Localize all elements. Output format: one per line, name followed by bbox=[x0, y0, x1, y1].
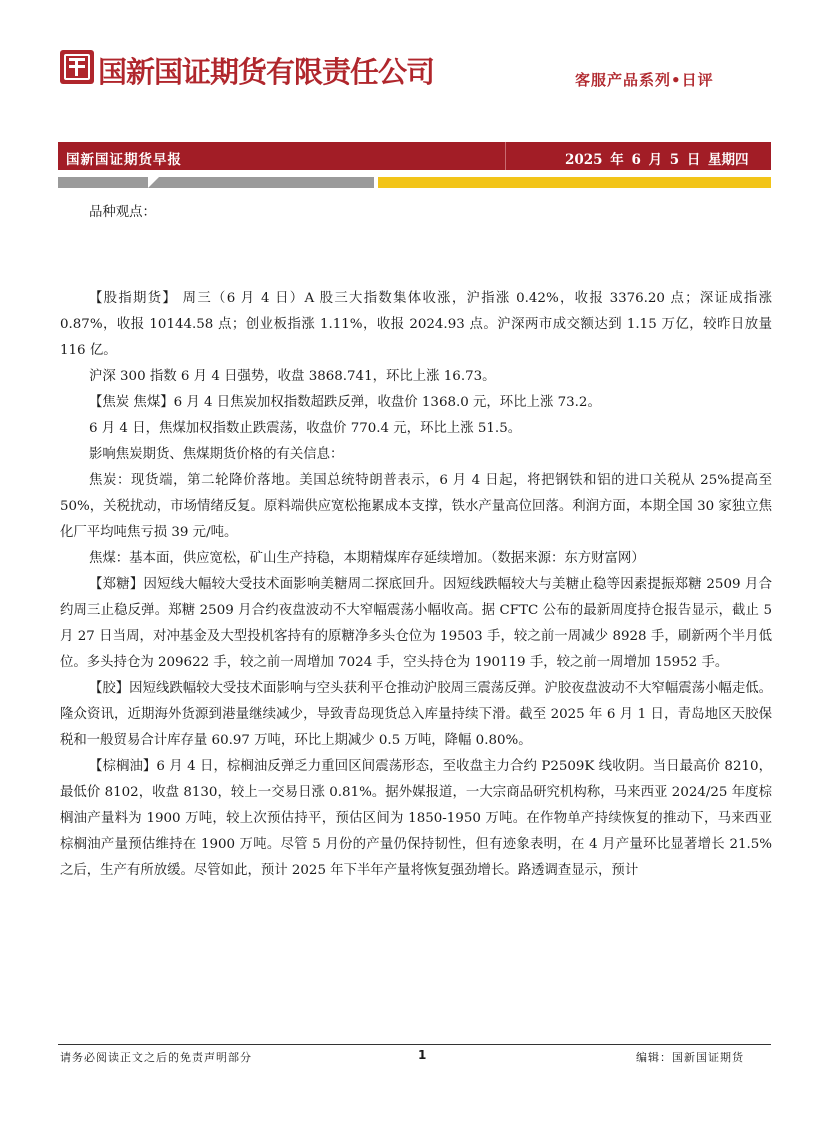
report-title: 国新国证期货早报 bbox=[66, 152, 182, 168]
paragraph-stock-index: 【股指期货】 周三（6 月 4 日）A 股三大指数集体收涨，沪指涨 0.42%，收报 3376.20 点；深证成指涨 0.87%，收报 10144.58 点；创业板指涨 1.11%，收报 2024.93 点。沪深两市成交额达到 1.15 万亿，较昨日放量 116 亿。 bbox=[60, 291, 772, 358]
paragraph-hs300: 沪深 300 指数 6 月 4 日强势，收盘 3868.741，环比上涨 16.73。 bbox=[89, 369, 496, 384]
series-label: 客服产品系列•日评 bbox=[575, 71, 714, 89]
header-divider bbox=[505, 142, 506, 170]
footer-rule bbox=[58, 1044, 771, 1045]
decorative-stripe-gray bbox=[58, 177, 374, 188]
paragraph-palm-oil: 【棕榈油】6 月 4 日，棕榈油反弹乏力重回区间震荡形态，至收盘主力合约 P2509K 线收阴。当日最高价 8210，最低价 8102，收盘 8130，较上一交易日涨 0.81%。据外媒报道，一大宗商品研究机构称，马来西亚 2024/25 年度棕榈油产量料为 1900 万吨，较上次预估持平，预估区间为 1850-1950 万吨。在作物单产持续恢复的推动下，马来西亚棕榈油产量预估维持在 1900 万吨。尽管 5 月份的产量仍保持韧性，但有迹象表明，在 4 月产量环比显著增长 21.5%之后，生产有所放缓。尽管如此，预计 2025 年下半年产量将恢复强劲增长。路透调查显示，预计 bbox=[60, 759, 772, 878]
paragraph-rubber: 【胶】因短线跌幅较大受技术面影响与空头获利平仓推动沪胶周三震荡反弹。沪胶夜盘波动不大窄幅震荡小幅走低。隆众资讯，近期海外货源到港量继续减少，导致青岛现货总入库量持续下滑。截至 2025 年 6 月 1 日，青岛地区天胶保税和一般贸易合计库存量 60.97 万吨，环比上期减少 0.5 万吨，降幅 0.80%。 bbox=[60, 681, 772, 748]
footer-disclaimer: 请务必阅读正文之后的免责声明部分 bbox=[60, 1051, 252, 1064]
paragraph-coke-info-heading: 影响焦炭期货、焦煤期货价格的有关信息： bbox=[89, 447, 344, 462]
company-name: 国新国证期货有限责任公司 bbox=[98, 55, 435, 89]
paragraph-coke-detail: 焦炭：现货端，第二轮降价落地。美国总统特朗普表示，6 月 4 日起，将把钢铁和铝的进口关税从 25%提高至 50%，关税扰动，市场情绪反复。原料端供应宽松拖累成本支撑，铁水产量高位回落。利润方面，本期全国 30 家独立焦化厂平均吨焦亏损 39 元/吨。 bbox=[60, 473, 772, 540]
company-logo-icon bbox=[60, 50, 94, 84]
section-label: 品种观点： bbox=[89, 205, 156, 220]
paragraph-sugar: 【郑糖】因短线大幅较大受技术面影响美糖周二探底回升。因短线跌幅较大与美糖止稳等因素提振郑糖 2509 月合约周三止稳反弹。郑糖 2509 月合约夜盘波动不大窄幅震荡小幅收高。据 CFTC 公布的最新周度持仓报告显示，截止 5 月 27 日当周，对冲基金及大型投机客持有的原糖净多头仓位为 19503 手，较之前一周减少 8928 手，刷新两个半月低位。多头持仓为 209622 手，较之前一周增加 7024 手，空头持仓为 190119 手，较之前一周增加 15952 手。 bbox=[60, 577, 772, 670]
paragraph-coke-index: 【焦炭 焦煤】6 月 4 日焦炭加权指数超跌反弹，收盘价 1368.0 元，环比上涨 73.2。 bbox=[89, 395, 601, 410]
paragraph-coking-coal-index: 6 月 4 日，焦煤加权指数止跌震荡，收盘价 770.4 元，环比上涨 51.5。 bbox=[89, 421, 522, 436]
footer-editor: 编辑：国新国证期货 bbox=[636, 1051, 744, 1064]
report-date: 2025 年 6 月 5 日 星期四 bbox=[565, 152, 749, 168]
paragraph-coking-coal-detail: 焦煤：基本面，供应宽松，矿山生产持稳，本期精煤库存延续增加。（数据来源：东方财富网） bbox=[89, 551, 645, 566]
page-number: 1 bbox=[418, 1048, 427, 1062]
report-body bbox=[60, 200, 772, 884]
decorative-stripe-notch bbox=[148, 177, 159, 188]
decorative-stripe-yellow bbox=[378, 177, 771, 188]
